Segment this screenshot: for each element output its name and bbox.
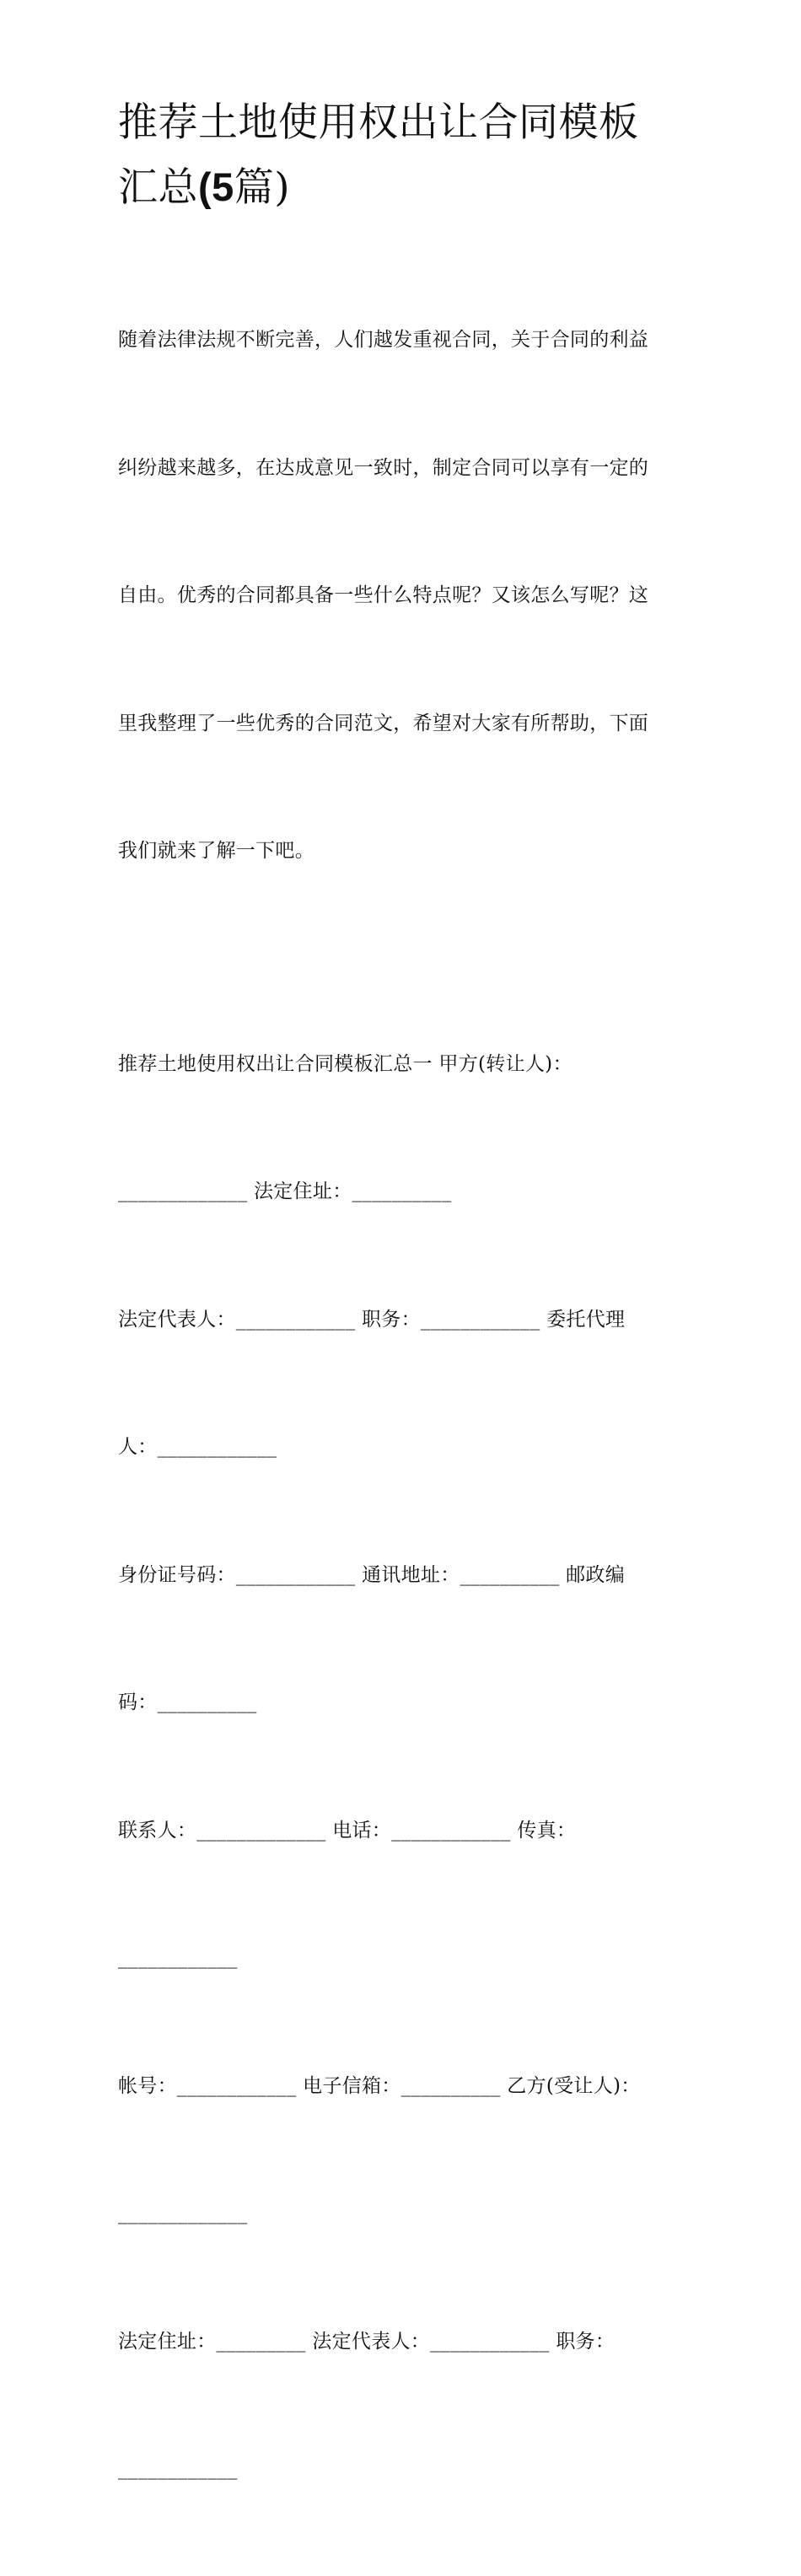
intro-paragraph	[118, 234, 691, 958]
intro-line: 里我整理了一些优秀的合同范文，希望对大家有所帮助，下面	[118, 712, 649, 734]
contract-fields	[118, 958, 691, 2576]
contract-line: 推荐土地使用权出让合同模板汇总一 甲方(转让人)：	[118, 1052, 573, 1075]
document-page	[118, 91, 691, 2576]
document-title	[118, 91, 691, 220]
title-line-2-text: 汇总	[118, 164, 198, 211]
contract-line: 码：__________	[118, 1691, 257, 1713]
intro-line: 我们就来了解一下吧。	[118, 840, 314, 862]
contract-line: 帐号：____________ 电子信箱：__________ 乙方(受让人)：	[118, 2074, 641, 2097]
contract-line: ____________	[118, 1947, 238, 1969]
title-line-2-suffix: 篇)	[234, 164, 291, 211]
intro-line: 纠纷越来越多，在达成意见一致时，制定合同可以享有一定的	[118, 456, 649, 479]
contract-line: 人：____________	[118, 1436, 277, 1458]
title-line-1: 推荐土地使用权出让合同模板	[118, 99, 639, 146]
intro-line: 自由。优秀的合同都具备一些什么特点呢？又该怎么写呢？这	[118, 584, 649, 606]
contract-line: 法定住址：_________ 法定代表人：____________ 职务：	[118, 2330, 616, 2353]
document-body	[118, 234, 691, 2576]
contract-line: 身份证号码：____________ 通讯地址：__________ 邮政编	[118, 1563, 626, 1586]
contract-line: 联系人：_____________ 电话：____________ 传真：	[118, 1819, 577, 1842]
intro-line: 随着法律法规不断完善，人们越发重视合同，关于合同的利益	[118, 329, 649, 351]
contract-line: ____________	[118, 2458, 238, 2480]
title-line-2-number: (5	[198, 164, 234, 209]
contract-line: _____________ 法定住址：__________	[118, 1180, 452, 1202]
contract-line: _____________	[118, 2202, 248, 2224]
contract-line: 法定代表人：____________ 职务：____________ 委托代理	[118, 1308, 626, 1331]
